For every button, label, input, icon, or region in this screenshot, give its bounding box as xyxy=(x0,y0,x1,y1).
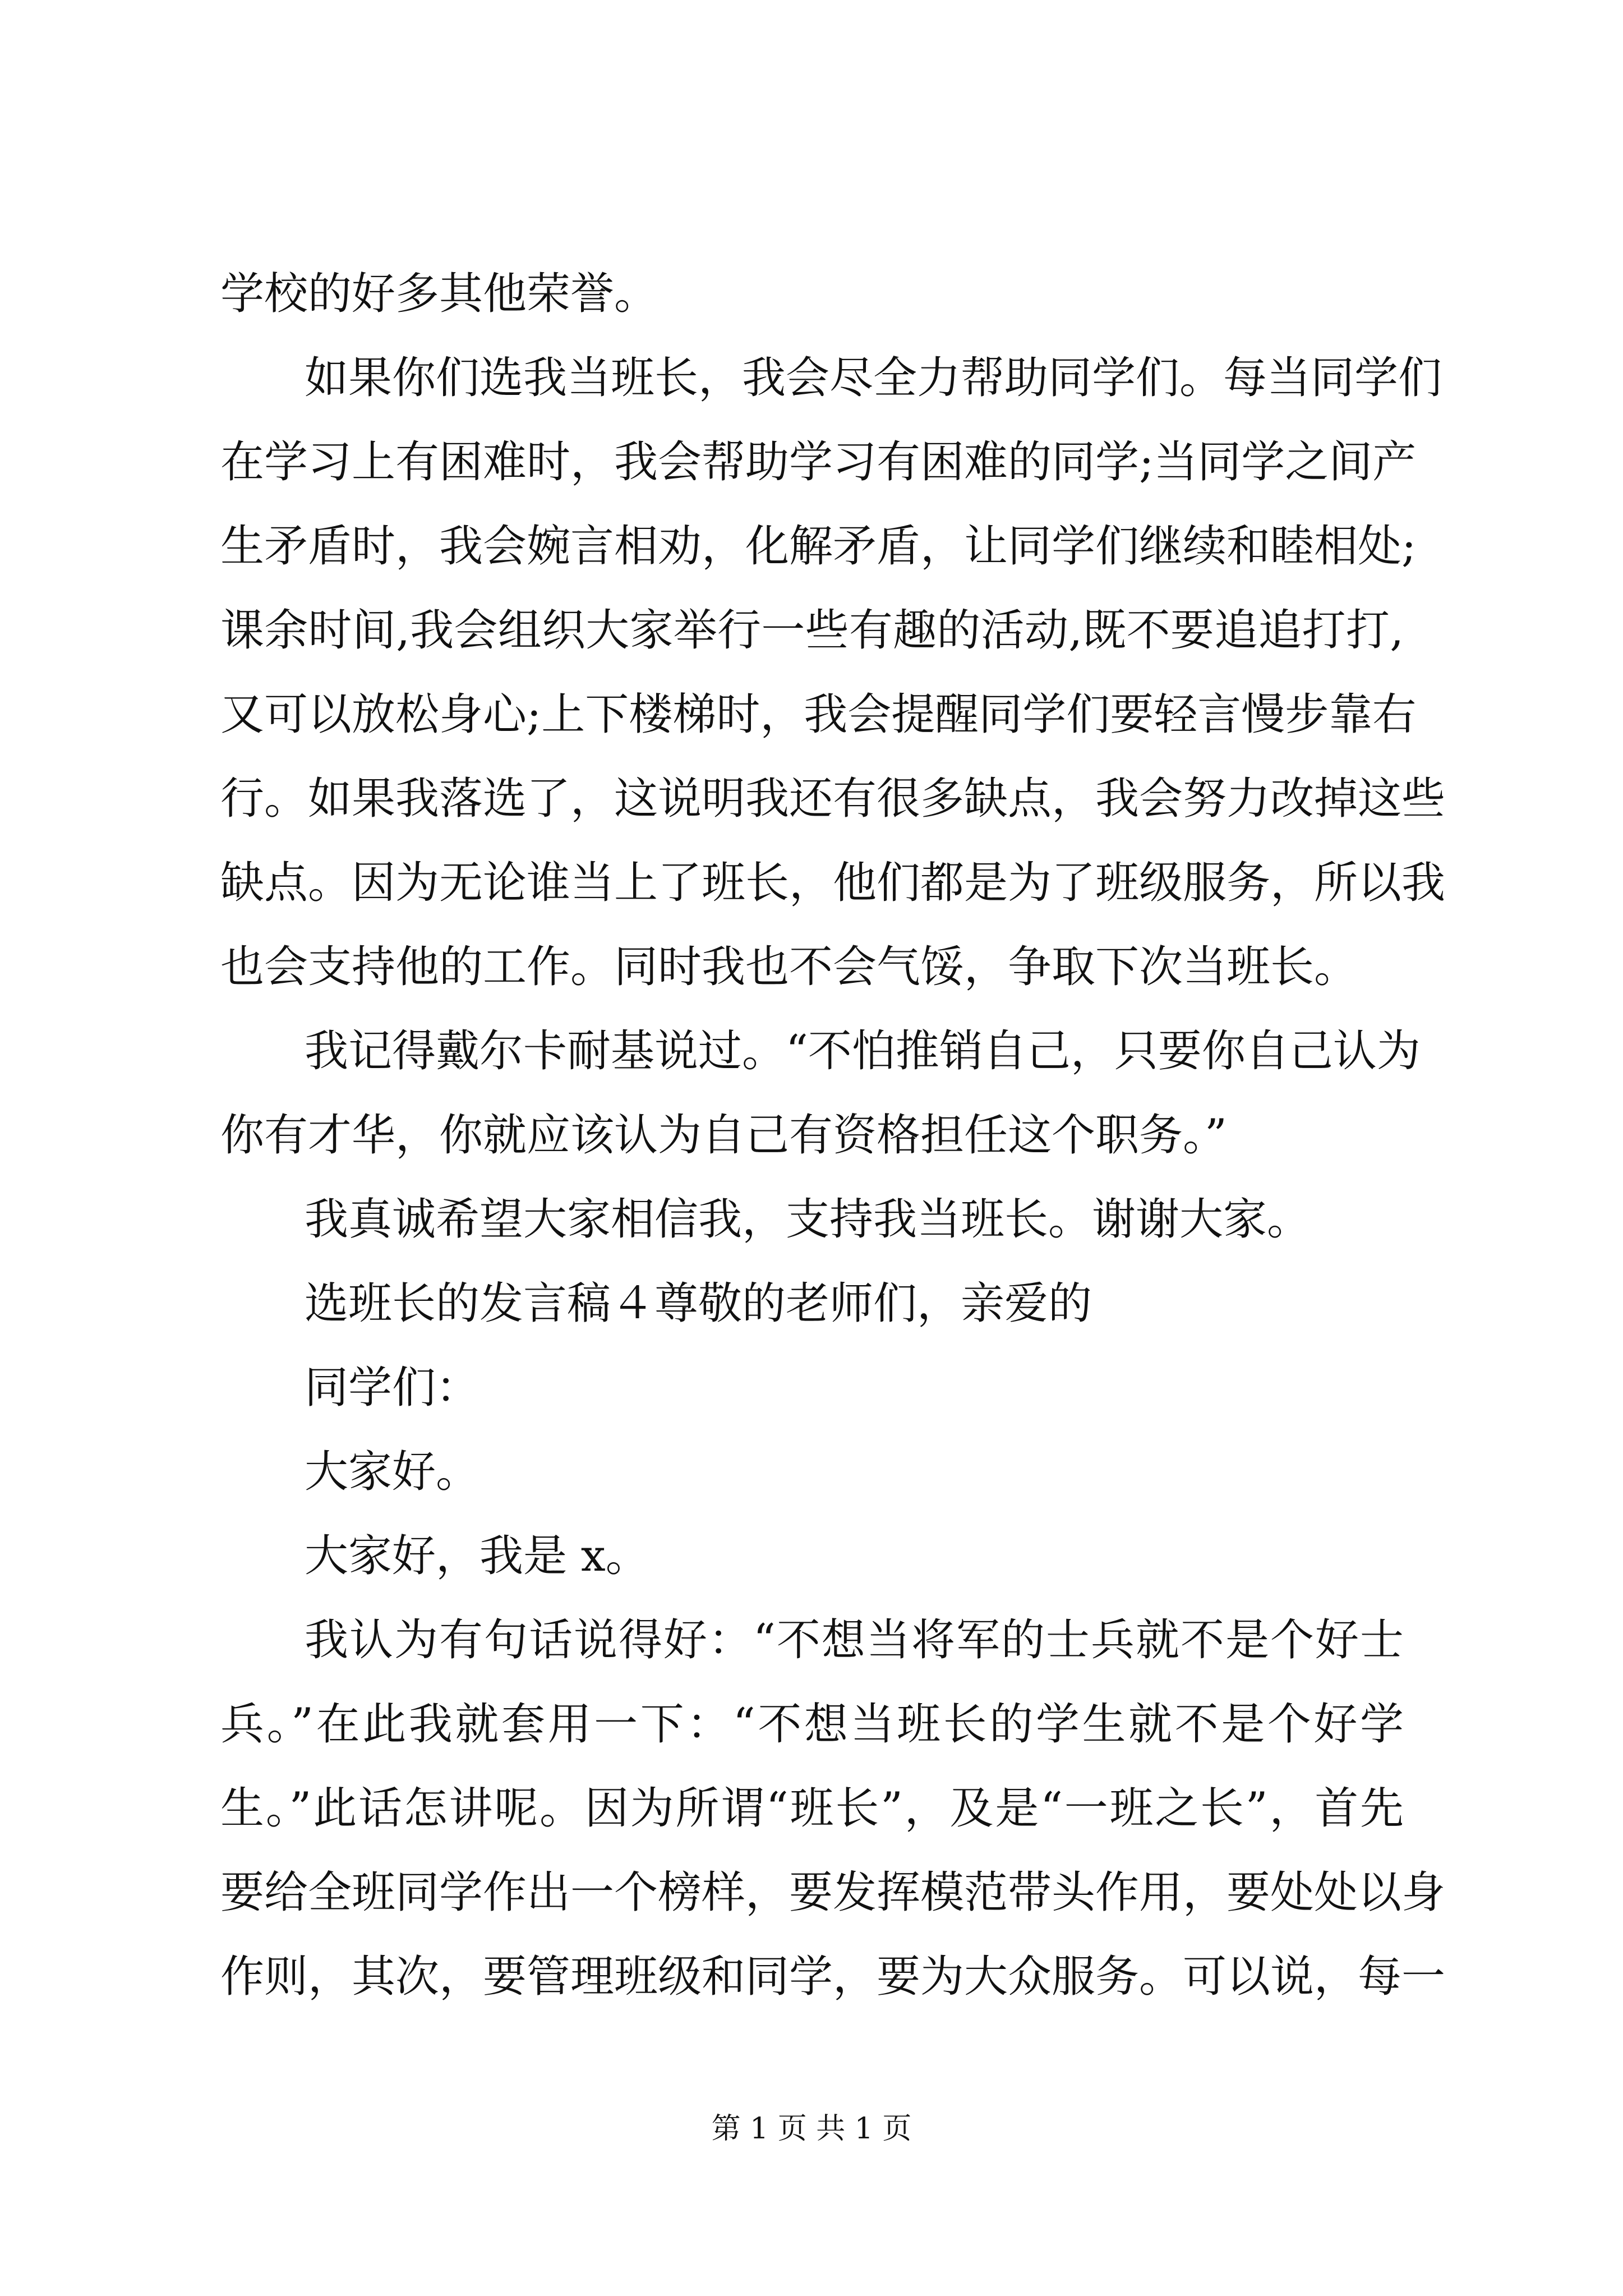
paragraph-first-line: 选班长的发言稿４尊敬的老师们，亲爱的 xyxy=(305,1278,1092,1329)
text-line: 你有才华，你就应该认为自己有资格担任这个职务。” xyxy=(220,1110,1227,1161)
paragraph-first-line: 如果你们选我当班长，我会尽全力帮助同学们。每当同学们 xyxy=(305,353,1442,403)
paragraph-first-line: 我记得戴尔卡耐基说过。“不怕推销自己，只要你自己认为 xyxy=(305,1026,1421,1076)
paragraph-first-line: 我真诚希望大家相信我，支持我当班长。谢谢大家。 xyxy=(305,1194,1311,1245)
text-line: 兵。”在此我就套用一下：“不想当班长的学生就不是个好学 xyxy=(220,1699,1404,1750)
page-footer: 第 1 页 共 1 页 xyxy=(711,2112,912,2146)
paragraph-first-line: 我认为有句话说得好：“不想当将军的士兵就不是个好士 xyxy=(305,1615,1404,1665)
text-line: 学校的好多其他荣誉。 xyxy=(220,269,658,319)
text-line: 要给全班同学作出一个榜样，要发挥模范带头作用，要处处以身 xyxy=(220,1867,1446,1918)
paragraph-first-line: 同学们： xyxy=(305,1363,480,1413)
text-line: 生。”此话怎讲呢。因为所谓“班长”，及是“一班之长”，首先 xyxy=(220,1783,1404,1834)
text-line: 作则，其次，要管理班级和同学，要为大众服务。可以说，每一 xyxy=(220,1952,1446,2002)
text-line: 生矛盾时，我会婉言相劝，化解矛盾，让同学们继续和睦相处; xyxy=(220,521,1417,572)
text-line: 课余时间,我会组织大家举行一些有趣的活动,既不要追追打打, xyxy=(220,605,1404,656)
text-line: 缺点。因为无论谁当上了班长，他们都是为了班级服务，所以我 xyxy=(220,858,1446,908)
text-line: 行。如果我落选了，这说明我还有很多缺点，我会努力改掉这些 xyxy=(220,774,1446,824)
text-line: 又可以放松身心;上下楼梯时，我会提醒同学们要轻言慢步靠右 xyxy=(220,689,1417,740)
text-line: 在学习上有困难时，我会帮助学习有困难的同学;当同学之间产 xyxy=(220,437,1417,487)
paragraph-first-line: 大家好，我是 x。 xyxy=(305,1531,649,1581)
paragraph-first-line: 大家好。 xyxy=(305,1447,480,1497)
text-line: 也会支持他的工作。同时我也不会气馁，争取下次当班长。 xyxy=(220,942,1358,992)
